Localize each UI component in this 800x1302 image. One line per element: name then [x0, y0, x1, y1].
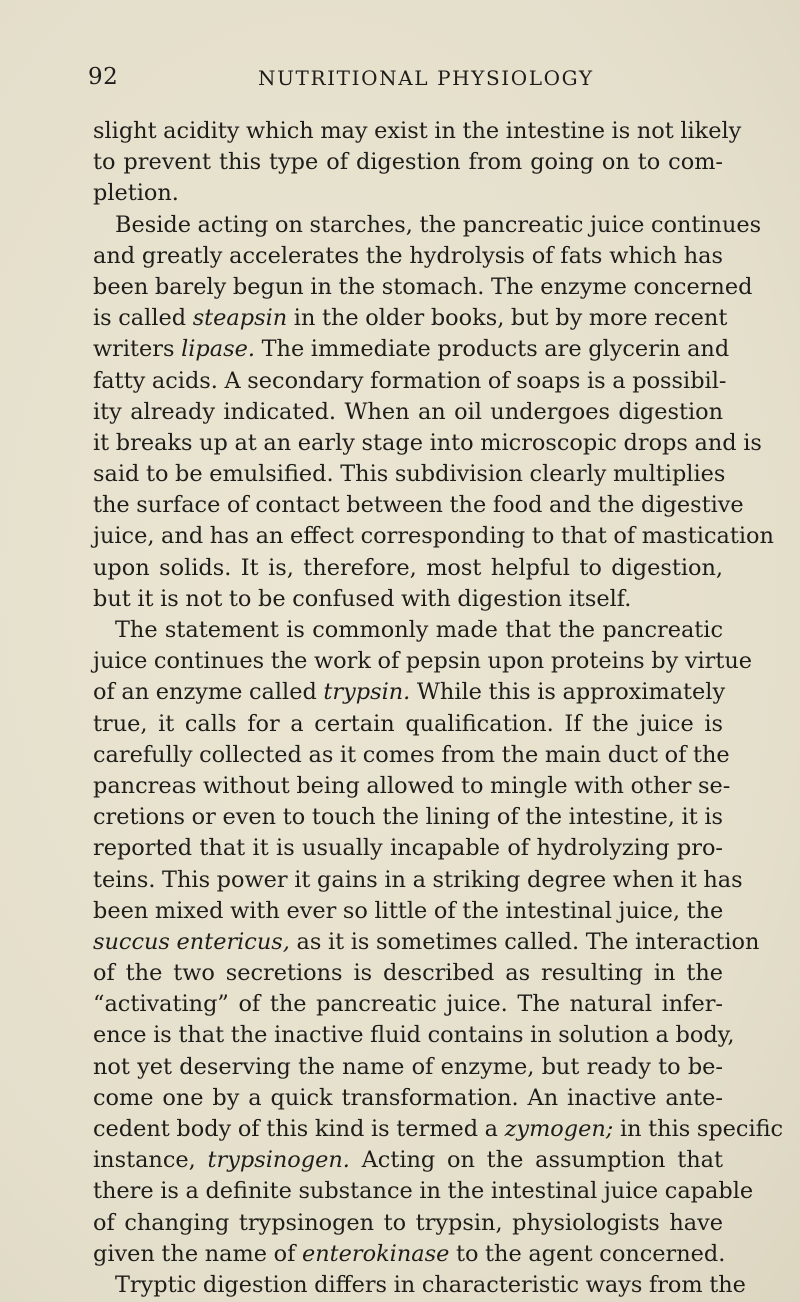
text-line: juice continues the work of pepsin upon proteins by virtue: [93, 648, 753, 675]
text-line: the surface of contact between the food and the digestive: [93, 492, 744, 519]
text-line: and greatly accelerates the hydrolysis of fats which has: [93, 242, 723, 269]
text-line: it breaks up at an early stage into microscopic drops and is: [93, 429, 762, 456]
text-line: been mixed with ever so little of the intestinal juice, the: [93, 897, 724, 924]
text-line: there is a definite substance in the intestinal juice capable: [93, 1178, 754, 1205]
italic-term: lipase.: [181, 336, 255, 363]
text-line: carefully collected as it comes from the main duct of the: [93, 741, 730, 768]
italic-term: trypsinogen.: [207, 1147, 350, 1174]
text-line: ity already indicated. When an oil undergoes digestion: [93, 398, 723, 425]
italic-term: trypsin.: [323, 679, 411, 706]
text-line: succus entericus, as it is sometimes called. The interaction: [93, 928, 760, 955]
text-line: is called steapsin in the older books, but by more recent: [93, 305, 728, 332]
text-line: slight acidity which may exist in the intestine is not likely: [93, 118, 742, 144]
text-line: cedent body of this kind is termed a zymogen; in this specific: [93, 1116, 784, 1142]
text-line: pancreas without being allowed to mingle with other se-: [93, 772, 731, 799]
text-line: Beside acting on starches, the pancreatic juice continues: [115, 211, 762, 238]
text-line: of the two secretions is described as resulting in the: [93, 960, 723, 987]
text-line: given the name of enterokinase to the agent concerned.: [93, 1240, 726, 1267]
page-header: [88, 64, 756, 98]
text-line: cretions or even to touch the lining of the intestine, it is: [93, 804, 723, 831]
text-line: “activating” of the pancreatic juice. The natural infer-: [93, 991, 723, 1018]
text-line: not yet deserving the name of enzyme, but ready to be-: [93, 1053, 723, 1080]
text-line: of an enzyme called trypsin. While this is approximately: [93, 679, 726, 706]
text-line: writers lipase. The immediate products are glycerin and: [93, 336, 730, 363]
italic-term: steapsin: [192, 305, 288, 332]
text-line: reported that it is usually incapable of hydrolyzing pro-: [93, 835, 723, 862]
text-line: said to be emulsified. This subdivision clearly multiplies: [93, 461, 726, 488]
italic-term: zymogen;: [504, 1116, 614, 1142]
text-line: teins. This power it gains in a striking degree when it has: [93, 866, 743, 893]
text-line: fatty acids. A secondary formation of soaps is a possibil-: [93, 367, 727, 394]
italic-term: succus entericus,: [93, 928, 290, 955]
text-line: pletion.: [93, 180, 179, 207]
italic-term: enterokinase: [301, 1240, 450, 1267]
text-line: juice, and has an effect corresponding to that of mastication: [93, 523, 774, 550]
running-head: NUTRITIONAL PHYSIOLOGY: [258, 66, 594, 90]
page-number: 92: [88, 64, 119, 90]
text-line: upon solids. It is, therefore, most helpful to digestion,: [93, 554, 723, 581]
text-line: true, it calls for a certain qualification. If the juice is: [93, 710, 723, 737]
text-line: The statement is commonly made that the pancreatic: [115, 617, 723, 643]
text-line: of changing trypsinogen to trypsin, physiologists have: [93, 1209, 723, 1236]
text-line: ence is that the inactive fluid contains in solution a body,: [93, 1022, 735, 1049]
text-line: but it is not to be confused with digestion itself.: [93, 585, 632, 612]
body-text: [93, 116, 784, 1301]
text-line: instance, trypsinogen. Acting on the assumption that: [93, 1147, 723, 1174]
text-line: to prevent this type of digestion from going on to com-: [93, 149, 723, 176]
text-line: Tryptic digestion differs in characteristic ways from the: [115, 1271, 746, 1298]
text-line: been barely begun in the stomach. The enzyme concerned: [93, 273, 753, 300]
text-line: come one by a quick transformation. An inactive ante-: [93, 1084, 723, 1111]
